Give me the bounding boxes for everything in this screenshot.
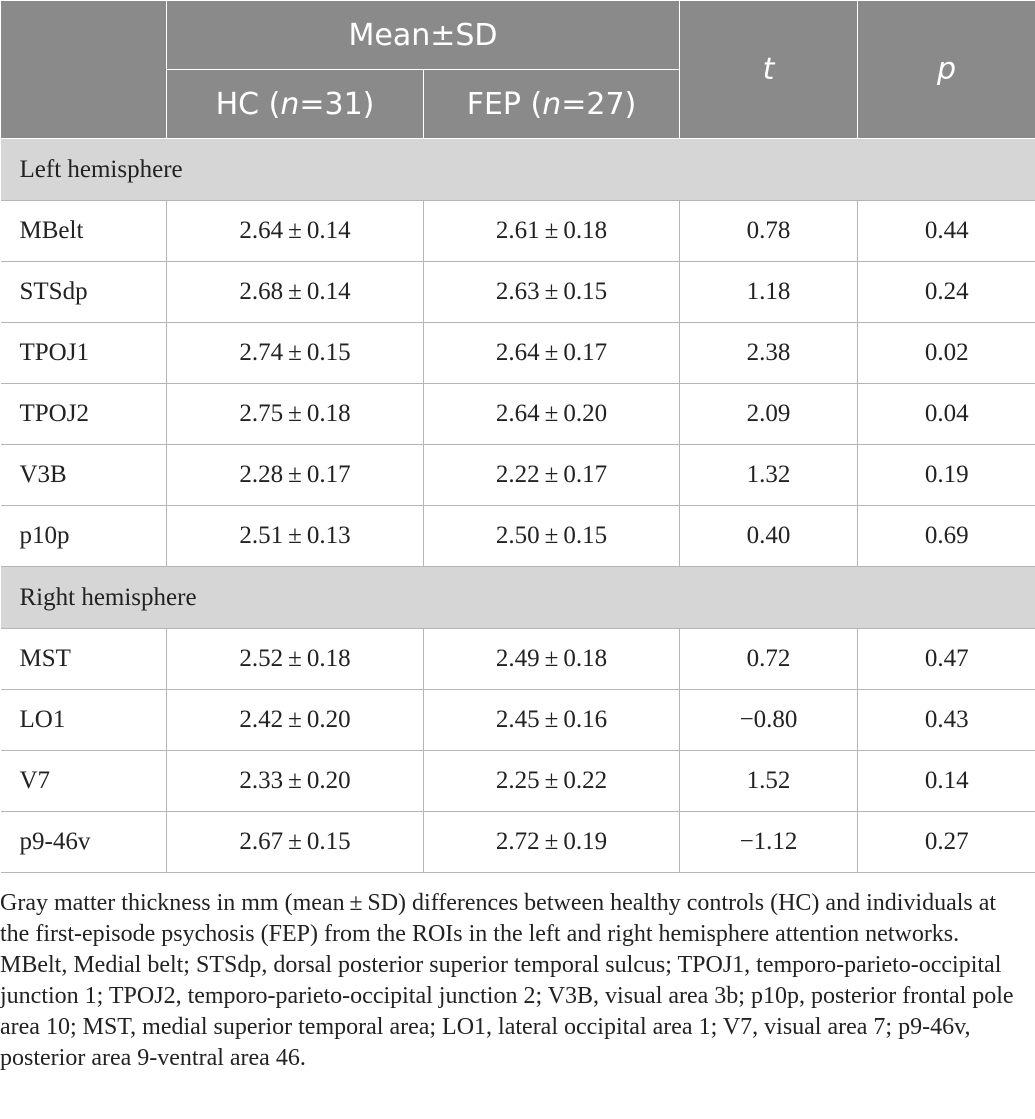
t-value-cell: 2.38 xyxy=(680,323,858,384)
t-value-cell: 0.78 xyxy=(680,201,858,262)
fep-header-prefix: FEP ( xyxy=(466,86,543,122)
fep-value-cell: 2.25 ± 0.22 xyxy=(424,751,680,812)
table-body xyxy=(1,139,1035,873)
roi-cell: MST xyxy=(1,629,167,690)
t-value-cell: −1.12 xyxy=(680,812,858,873)
roi-cell: p9-46v xyxy=(1,812,167,873)
table-row xyxy=(1,201,1035,262)
t-value-cell: 0.40 xyxy=(680,506,858,567)
table-row xyxy=(1,690,1035,751)
hc-value-cell: 2.75 ± 0.18 xyxy=(167,384,424,445)
table-row xyxy=(1,812,1035,873)
section-title: Right hemisphere xyxy=(1,567,1035,629)
fep-column-header xyxy=(424,70,680,139)
hc-value-cell: 2.51 ± 0.13 xyxy=(167,506,424,567)
p-value-cell: 0.47 xyxy=(858,629,1035,690)
table-row xyxy=(1,751,1035,812)
p-column-header: p xyxy=(858,1,1035,139)
roi-cell: STSdp xyxy=(1,262,167,323)
section-header-row xyxy=(1,567,1035,629)
table-row xyxy=(1,323,1035,384)
t-value-cell: 0.72 xyxy=(680,629,858,690)
roi-cell: TPOJ1 xyxy=(1,323,167,384)
t-value-cell: 1.32 xyxy=(680,445,858,506)
table-row xyxy=(1,384,1035,445)
p-value-cell: 0.14 xyxy=(858,751,1035,812)
t-column-header: t xyxy=(680,1,858,139)
t-value-cell: 2.09 xyxy=(680,384,858,445)
p-value-cell: 0.19 xyxy=(858,445,1035,506)
hc-value-cell: 2.68 ± 0.14 xyxy=(167,262,424,323)
fep-value-cell: 2.61 ± 0.18 xyxy=(424,201,680,262)
p-value-cell: 0.44 xyxy=(858,201,1035,262)
roi-cell: LO1 xyxy=(1,690,167,751)
hc-header-n: n xyxy=(280,86,300,122)
p-value-cell: 0.02 xyxy=(858,323,1035,384)
hc-value-cell: 2.52 ± 0.18 xyxy=(167,629,424,690)
p-value-cell: 0.24 xyxy=(858,262,1035,323)
p-value-cell: 0.27 xyxy=(858,812,1035,873)
table-row xyxy=(1,262,1035,323)
hc-value-cell: 2.67 ± 0.15 xyxy=(167,812,424,873)
table-row xyxy=(1,506,1035,567)
hc-value-cell: 2.64 ± 0.14 xyxy=(167,201,424,262)
fep-value-cell: 2.64 ± 0.17 xyxy=(424,323,680,384)
fep-value-cell: 2.50 ± 0.15 xyxy=(424,506,680,567)
t-value-cell: 1.18 xyxy=(680,262,858,323)
fep-value-cell: 2.63 ± 0.15 xyxy=(424,262,680,323)
hc-value-cell: 2.28 ± 0.17 xyxy=(167,445,424,506)
section-header-row xyxy=(1,139,1035,201)
p-value-cell: 0.04 xyxy=(858,384,1035,445)
fep-value-cell: 2.72 ± 0.19 xyxy=(424,812,680,873)
mean-sd-header: Mean±SD xyxy=(167,1,680,70)
roi-column-header xyxy=(1,1,167,139)
roi-cell: TPOJ2 xyxy=(1,384,167,445)
roi-cell: MBelt xyxy=(1,201,167,262)
hc-value-cell: 2.74 ± 0.15 xyxy=(167,323,424,384)
table-header xyxy=(1,1,1035,139)
t-value-cell: −0.80 xyxy=(680,690,858,751)
fep-value-cell: 2.49 ± 0.18 xyxy=(424,629,680,690)
hc-column-header xyxy=(167,70,424,139)
hc-header-prefix: HC ( xyxy=(215,86,281,122)
fep-header-n: n xyxy=(542,86,562,122)
roi-cell: V3B xyxy=(1,445,167,506)
p-value-cell: 0.43 xyxy=(858,690,1035,751)
fep-value-cell: 2.22 ± 0.17 xyxy=(424,445,680,506)
roi-cell: p10p xyxy=(1,506,167,567)
t-value-cell: 1.52 xyxy=(680,751,858,812)
table-row xyxy=(1,629,1035,690)
roi-cell: V7 xyxy=(1,751,167,812)
fep-value-cell: 2.64 ± 0.20 xyxy=(424,384,680,445)
fep-value-cell: 2.45 ± 0.16 xyxy=(424,690,680,751)
hc-header-suffix: =31) xyxy=(299,86,375,122)
hc-value-cell: 2.33 ± 0.20 xyxy=(167,751,424,812)
p-value-cell: 0.69 xyxy=(858,506,1035,567)
section-title: Left hemisphere xyxy=(1,139,1035,201)
hc-value-cell: 2.42 ± 0.20 xyxy=(167,690,424,751)
table-footnote: Gray matter thickness in mm (mean ± SD) differences between healthy controls (HC) and individuals at the first-episode psychosis (FEP) from the ROIs in the left and right hemisphere attention networks. MBelt, Medial belt; STSdp, dorsal posterior superior temporal sulcus; TPOJ1, temporo-parieto-occipital junction 1; TPOJ2, temporo-parieto-occipital junction 2; V3B, visual area 3b; p10p, posterior frontal pole area 10; MST, medial superior temporal area; LO1, lateral occipital area 1; V7, visual area 7; p9-46v, posterior area 9-ventral area 46. xyxy=(0,890,1014,1071)
fep-header-suffix: =27) xyxy=(561,86,637,122)
table-row xyxy=(1,445,1035,506)
